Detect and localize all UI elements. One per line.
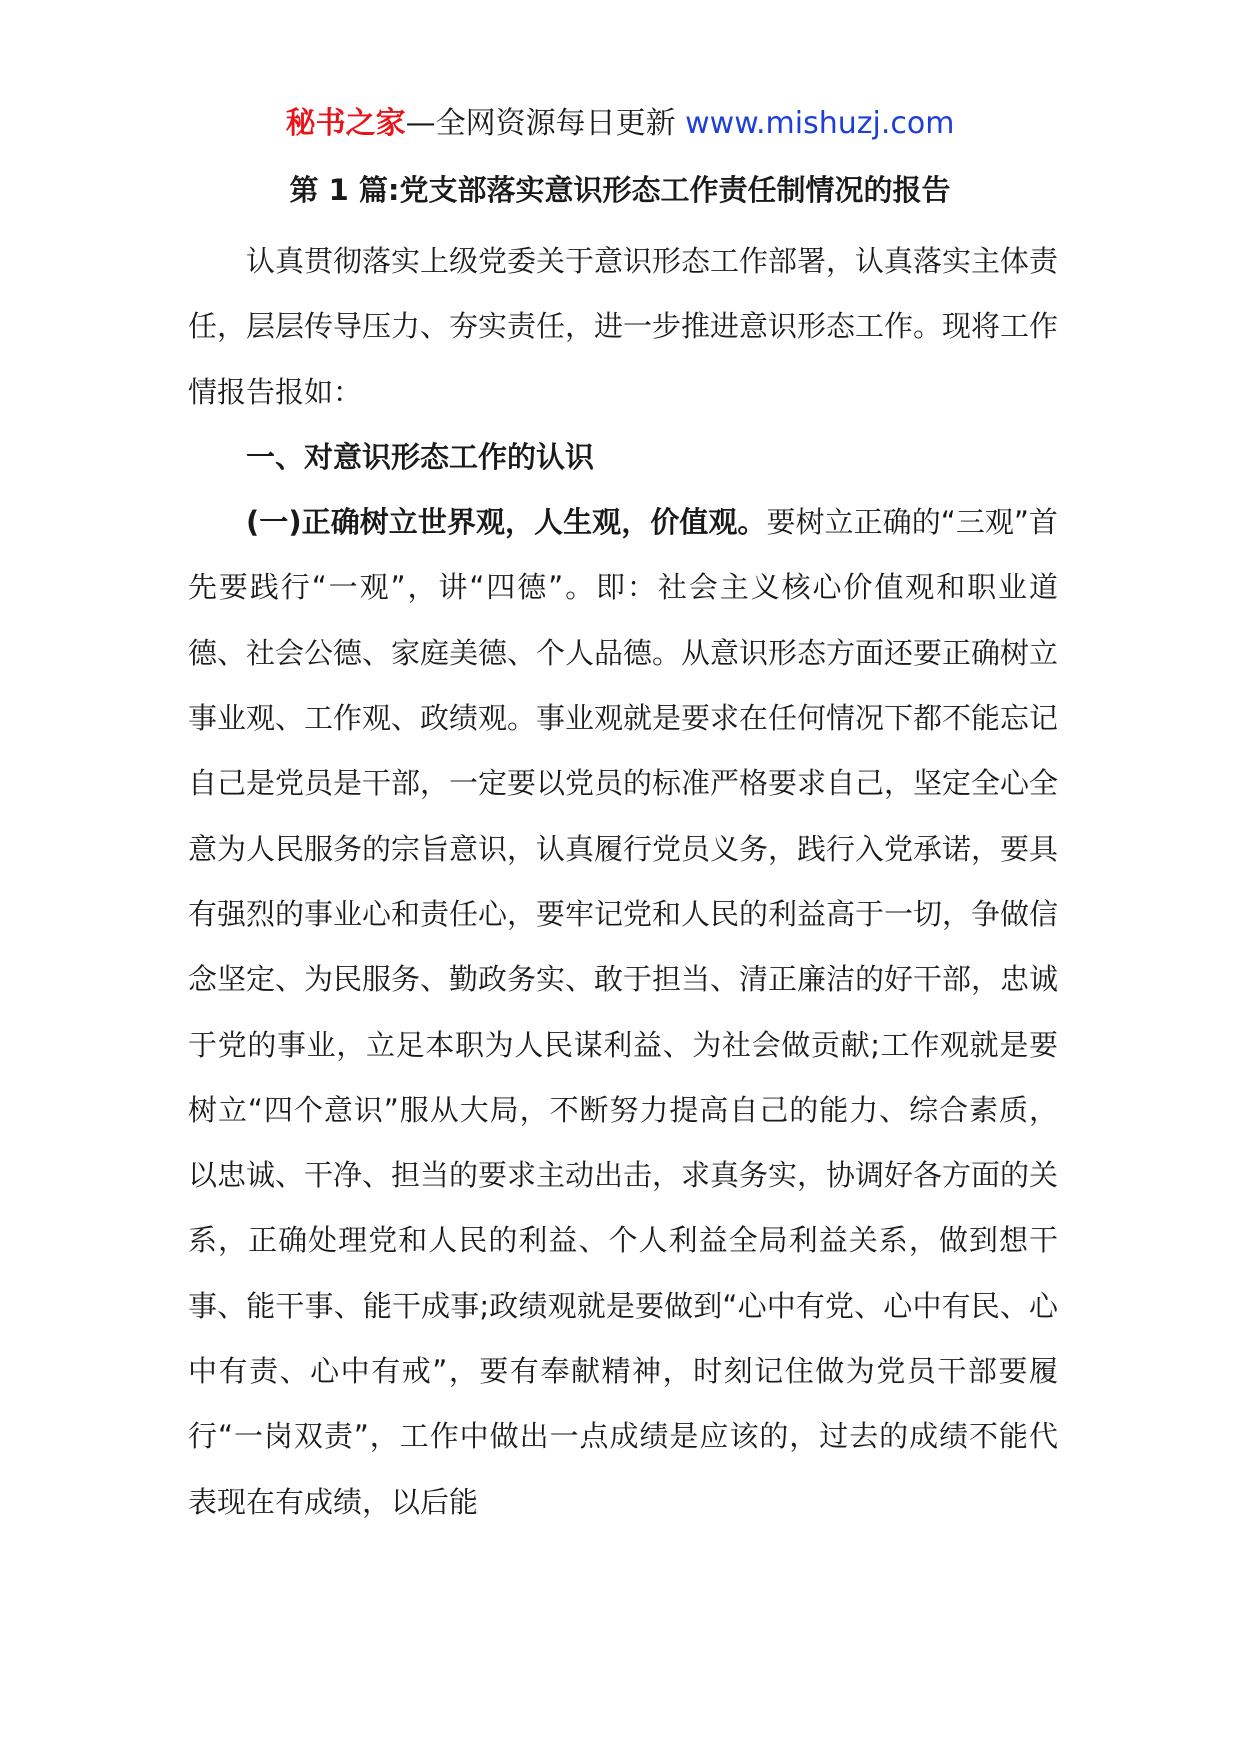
point-lead: (一)正确树立世界观，人生观，价值观。 [246, 505, 767, 540]
section-heading: 一、对意识形态工作的认识 [246, 439, 595, 474]
site-banner [0, 100, 1240, 148]
brand-slogan: —全网资源每日更新 [405, 106, 686, 141]
document-title: 第 1 篇:党支部落实意识形态工作责任制情况的报告 [289, 173, 951, 207]
site-url-link[interactable]: www.mishuzj.com [685, 106, 955, 141]
document-body [188, 229, 1058, 1535]
brand-name: 秘书之家 [285, 106, 406, 141]
intro-paragraph: 认真贯彻落实上级党委关于意识形态工作部署，认真落实主体责任，层层传导压力、夯实责任，进一步推进意识形态工作。现将工作情报告报如： [188, 244, 1059, 409]
point-body: 要树立正确的“三观”首先要践行“一观”，讲“四德”。即：社会主义核心价值观和职业道德、社会公德、家庭美德、个人品德。从意识形态方面还要正确树立事业观、工作观、政绩观。事业观就是要求在任何情况下都不能忘记自己是党员是干部，一定要以党员的标准严格要求自己，坚定全心全意为人民服务的宗旨意识，认真履行党员义务，践行入党承诺，要具有强烈的事业心和责任心，要牢记党和人民的利益高于一切，争做信念坚定、为民服务、勤政务实、敢于担当、清正廉洁的好干部，忠诚于党的事业，立足本职为人民谋利益、为社会做贡献;工作观就是要树立“四个意识”服从大局，不断努力提高自己的能力、综合素质，以忠诚、干净、担当的要求主动出击，求真务实，协调好各方面的关系，正确处理党和人民的利益、个人利益全局利益关系，做到想干事、能干事、能干成事;政绩观就是要做到“心中有党、心中有民、心中有责、心中有戒”，要有奉献精神，时刻记住做为党员干部要履行“一岗双责”，工作中做出一点成绩是应该的，过去的成绩不能代表现在有成绩，以后能 [188, 505, 1059, 1519]
point-paragraph [188, 490, 1058, 1535]
